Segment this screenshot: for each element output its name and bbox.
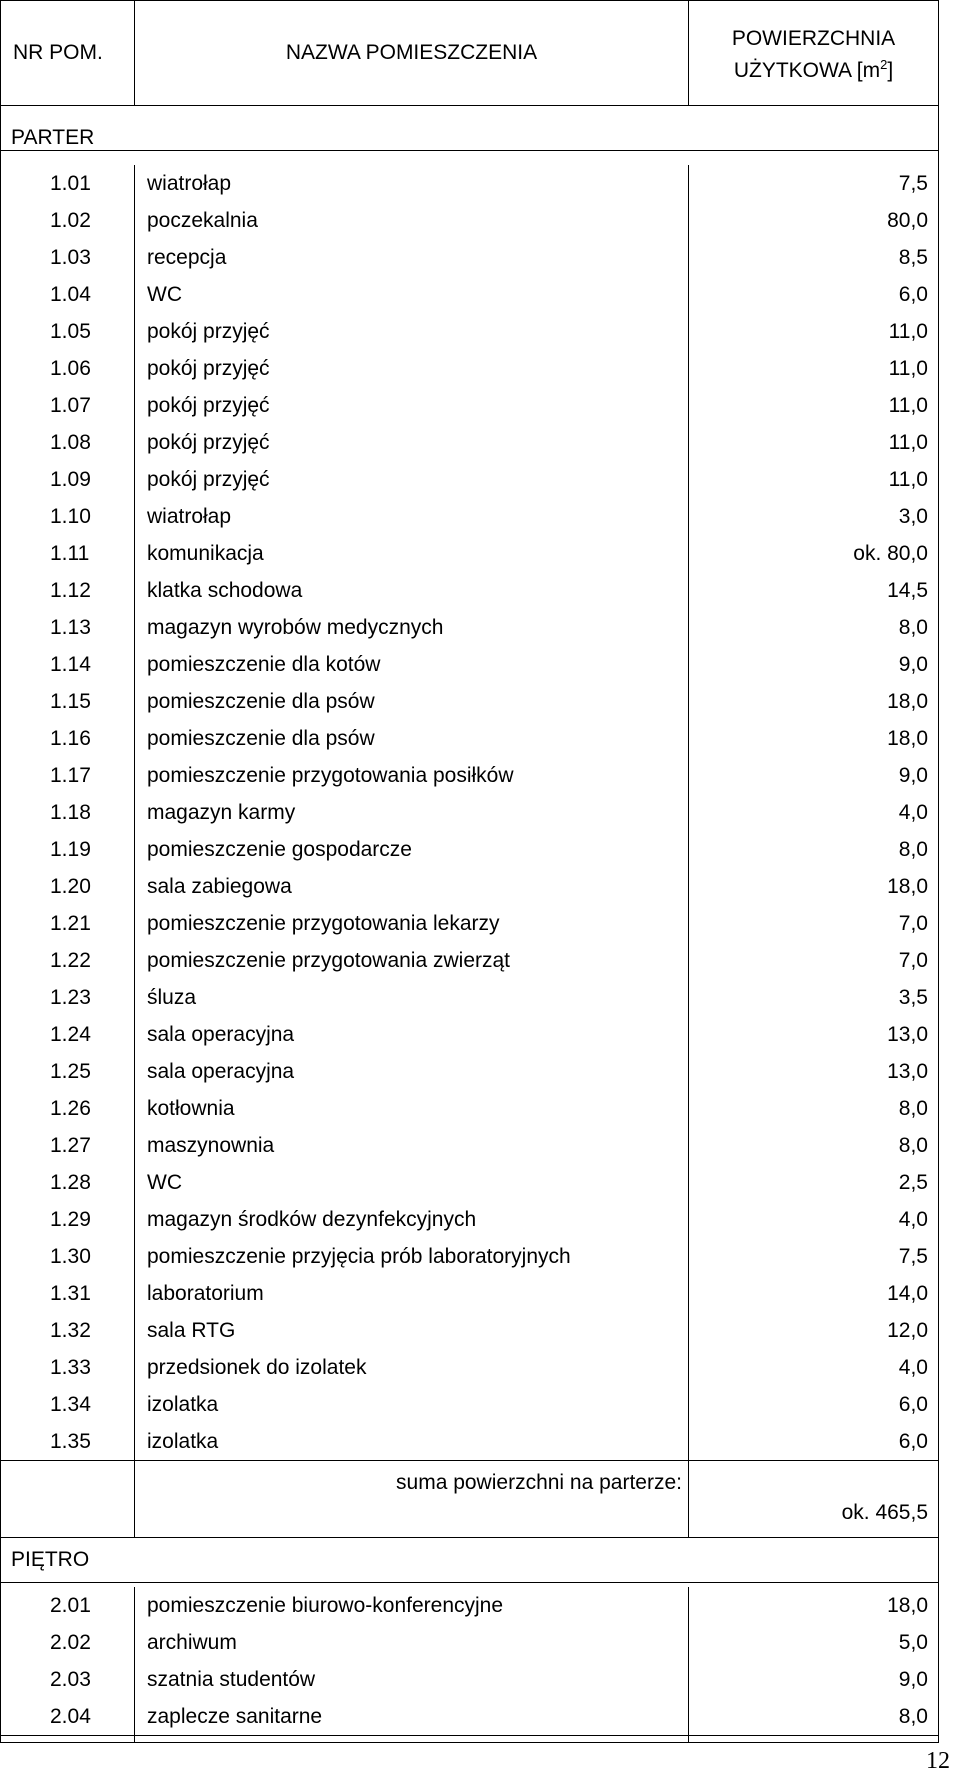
room-name: magazyn wyrobów medycznych (135, 609, 689, 646)
room-number: 1.34 (1, 1386, 135, 1423)
room-name: szatnia studentów (135, 1661, 689, 1698)
sum-empty-cell (1, 1461, 135, 1538)
table-end-row (1, 1736, 939, 1743)
table-row (1, 831, 939, 868)
room-name: pomieszczenie biurowo-konferencyjne (135, 1587, 689, 1624)
header-area-line2: UŻYTKOWA [m (733, 59, 881, 82)
room-number: 1.10 (1, 498, 135, 535)
header-area-sup: 2 (880, 57, 888, 72)
room-name: pomieszczenie przyjęcia prób laboratoryjnych (135, 1238, 689, 1275)
room-number: 1.12 (1, 572, 135, 609)
table-row (1, 1661, 939, 1698)
table-row (1, 979, 939, 1016)
room-name: recepcja (135, 239, 689, 276)
room-number: 1.24 (1, 1016, 135, 1053)
room-area: 18,0 (689, 683, 939, 720)
room-number: 1.01 (1, 165, 135, 202)
section-label-ground-floor: PARTER (1, 106, 939, 151)
room-name: sala operacyjna (135, 1016, 689, 1053)
table-row (1, 165, 939, 202)
table-row (1, 1349, 939, 1386)
room-area: 7,5 (689, 1238, 939, 1275)
room-name: pomieszczenie dla kotów (135, 646, 689, 683)
room-name: kotłownia (135, 1090, 689, 1127)
header-area-line1: POWIERZCHNIA (731, 27, 896, 50)
table-row (1, 461, 939, 498)
room-area: 8,5 (689, 239, 939, 276)
page-number: 12 (926, 1748, 950, 1774)
room-number: 1.26 (1, 1090, 135, 1127)
room-area: 8,0 (689, 831, 939, 868)
room-area: 11,0 (689, 424, 939, 461)
room-area: 11,0 (689, 313, 939, 350)
room-area: 8,0 (689, 609, 939, 646)
room-number: 1.33 (1, 1349, 135, 1386)
room-area: 11,0 (689, 350, 939, 387)
table-row (1, 276, 939, 313)
room-name: przedsionek do izolatek (135, 1349, 689, 1386)
room-area: 14,0 (689, 1275, 939, 1312)
table-row (1, 1238, 939, 1275)
room-area: 4,0 (689, 1201, 939, 1238)
section-label-first-floor: PIĘTRO (1, 1538, 939, 1583)
room-name: pokój przyjęć (135, 387, 689, 424)
header-room-name: NAZWA POMIESZCZENIA (135, 1, 689, 106)
sum-label: suma powierzchni na parterze: (135, 1461, 689, 1538)
room-number: 1.07 (1, 387, 135, 424)
room-number: 1.14 (1, 646, 135, 683)
room-area: 7,0 (689, 905, 939, 942)
room-name: sala zabiegowa (135, 868, 689, 905)
room-number: 1.31 (1, 1275, 135, 1312)
table-row (1, 905, 939, 942)
sum-value: ok. 465,5 (689, 1461, 939, 1538)
room-area: 2,5 (689, 1164, 939, 1201)
end-cell (689, 1736, 939, 1743)
room-number: 1.29 (1, 1201, 135, 1238)
room-area: 4,0 (689, 1349, 939, 1386)
room-name: magazyn karmy (135, 794, 689, 831)
table-row (1, 424, 939, 461)
table-header-row (1, 1, 939, 106)
room-number: 1.13 (1, 609, 135, 646)
room-name: pomieszczenie przygotowania lekarzy (135, 905, 689, 942)
table-row (1, 313, 939, 350)
room-name: pokój przyjęć (135, 461, 689, 498)
room-number: 1.28 (1, 1164, 135, 1201)
room-number: 1.16 (1, 720, 135, 757)
room-area: 4,0 (689, 794, 939, 831)
table-row (1, 1698, 939, 1736)
room-number: 1.35 (1, 1423, 135, 1461)
table-row (1, 202, 939, 239)
room-name: pokój przyjęć (135, 350, 689, 387)
rooms-table-body (1, 1, 939, 1743)
room-area: 3,5 (689, 979, 939, 1016)
room-name: poczekalnia (135, 202, 689, 239)
room-number: 1.23 (1, 979, 135, 1016)
room-area: 6,0 (689, 1423, 939, 1461)
table-row (1, 683, 939, 720)
table-row (1, 535, 939, 572)
room-area: 11,0 (689, 387, 939, 424)
table-row (1, 609, 939, 646)
room-number: 1.22 (1, 942, 135, 979)
table-row (1, 1053, 939, 1090)
room-area: 11,0 (689, 461, 939, 498)
table-row (1, 498, 939, 535)
room-number: 2.02 (1, 1624, 135, 1661)
room-number: 1.04 (1, 276, 135, 313)
section-spacer (1, 151, 939, 166)
room-number: 2.03 (1, 1661, 135, 1698)
room-area: 18,0 (689, 868, 939, 905)
room-area: 13,0 (689, 1053, 939, 1090)
table-row (1, 1090, 939, 1127)
table-row (1, 757, 939, 794)
room-area: 7,5 (689, 165, 939, 202)
table-row (1, 1423, 939, 1461)
room-name: wiatrołap (135, 498, 689, 535)
header-room-number: NR POM. (1, 1, 135, 106)
room-name: WC (135, 1164, 689, 1201)
room-area: 8,0 (689, 1127, 939, 1164)
room-name: izolatka (135, 1423, 689, 1461)
section-row-first-floor (1, 1538, 939, 1583)
room-number: 1.30 (1, 1238, 135, 1275)
room-number: 1.18 (1, 794, 135, 831)
room-name: pomieszczenie przygotowania zwierząt (135, 942, 689, 979)
room-area: 3,0 (689, 498, 939, 535)
room-name: komunikacja (135, 535, 689, 572)
room-number: 1.25 (1, 1053, 135, 1090)
room-area: 18,0 (689, 1587, 939, 1624)
room-number: 1.20 (1, 868, 135, 905)
header-room-area (689, 1, 939, 106)
table-row (1, 646, 939, 683)
room-name: pokój przyjęć (135, 313, 689, 350)
table-row (1, 572, 939, 609)
room-name: wiatrołap (135, 165, 689, 202)
room-number: 1.11 (1, 535, 135, 572)
room-number: 1.15 (1, 683, 135, 720)
room-name: archiwum (135, 1624, 689, 1661)
room-name: magazyn środków dezynfekcyjnych (135, 1201, 689, 1238)
room-name: sala operacyjna (135, 1053, 689, 1090)
room-number: 1.27 (1, 1127, 135, 1164)
table-row (1, 1127, 939, 1164)
room-name: pomieszczenie gospodarcze (135, 831, 689, 868)
table-row (1, 794, 939, 831)
room-number: 1.17 (1, 757, 135, 794)
room-number: 2.01 (1, 1587, 135, 1624)
room-name: maszynownia (135, 1127, 689, 1164)
room-number: 1.21 (1, 905, 135, 942)
table-row (1, 1201, 939, 1238)
table-row (1, 387, 939, 424)
table-row (1, 868, 939, 905)
room-name: zaplecze sanitarne (135, 1698, 689, 1736)
table-row (1, 350, 939, 387)
ground-floor-sum-row (1, 1461, 939, 1538)
room-name: klatka schodowa (135, 572, 689, 609)
table-row (1, 942, 939, 979)
room-number: 1.19 (1, 831, 135, 868)
room-number: 1.05 (1, 313, 135, 350)
room-area: 14,5 (689, 572, 939, 609)
room-area: 8,0 (689, 1090, 939, 1127)
room-name: pomieszczenie dla psów (135, 720, 689, 757)
table-row (1, 1386, 939, 1423)
table-row (1, 1312, 939, 1349)
room-area: 9,0 (689, 1661, 939, 1698)
room-area: ok. 80,0 (689, 535, 939, 572)
table-row (1, 1016, 939, 1053)
room-number: 1.08 (1, 424, 135, 461)
table-row (1, 1164, 939, 1201)
room-number: 1.09 (1, 461, 135, 498)
room-number: 2.04 (1, 1698, 135, 1736)
room-name: pomieszczenie dla psów (135, 683, 689, 720)
end-cell (1, 1736, 135, 1743)
room-name: izolatka (135, 1386, 689, 1423)
header-area-close: ] (887, 59, 894, 82)
table-row (1, 1624, 939, 1661)
room-number: 1.02 (1, 202, 135, 239)
room-area: 6,0 (689, 1386, 939, 1423)
room-number: 1.06 (1, 350, 135, 387)
end-cell (135, 1736, 689, 1743)
room-name: pokój przyjęć (135, 424, 689, 461)
room-area: 5,0 (689, 1624, 939, 1661)
room-name: laboratorium (135, 1275, 689, 1312)
room-name: WC (135, 276, 689, 313)
room-area: 13,0 (689, 1016, 939, 1053)
room-area: 9,0 (689, 757, 939, 794)
room-name: śluza (135, 979, 689, 1016)
room-number: 1.03 (1, 239, 135, 276)
room-area: 80,0 (689, 202, 939, 239)
room-area: 18,0 (689, 720, 939, 757)
table-row (1, 1275, 939, 1312)
table-row (1, 720, 939, 757)
room-area: 9,0 (689, 646, 939, 683)
section-spacer-cell (1, 151, 939, 166)
room-area: 8,0 (689, 1698, 939, 1736)
room-area: 7,0 (689, 942, 939, 979)
room-name: pomieszczenie przygotowania posiłków (135, 757, 689, 794)
table-row (1, 1587, 939, 1624)
section-row-ground-floor (1, 106, 939, 151)
room-area: 12,0 (689, 1312, 939, 1349)
table-row (1, 239, 939, 276)
room-name: sala RTG (135, 1312, 689, 1349)
room-number: 1.32 (1, 1312, 135, 1349)
room-area: 6,0 (689, 276, 939, 313)
